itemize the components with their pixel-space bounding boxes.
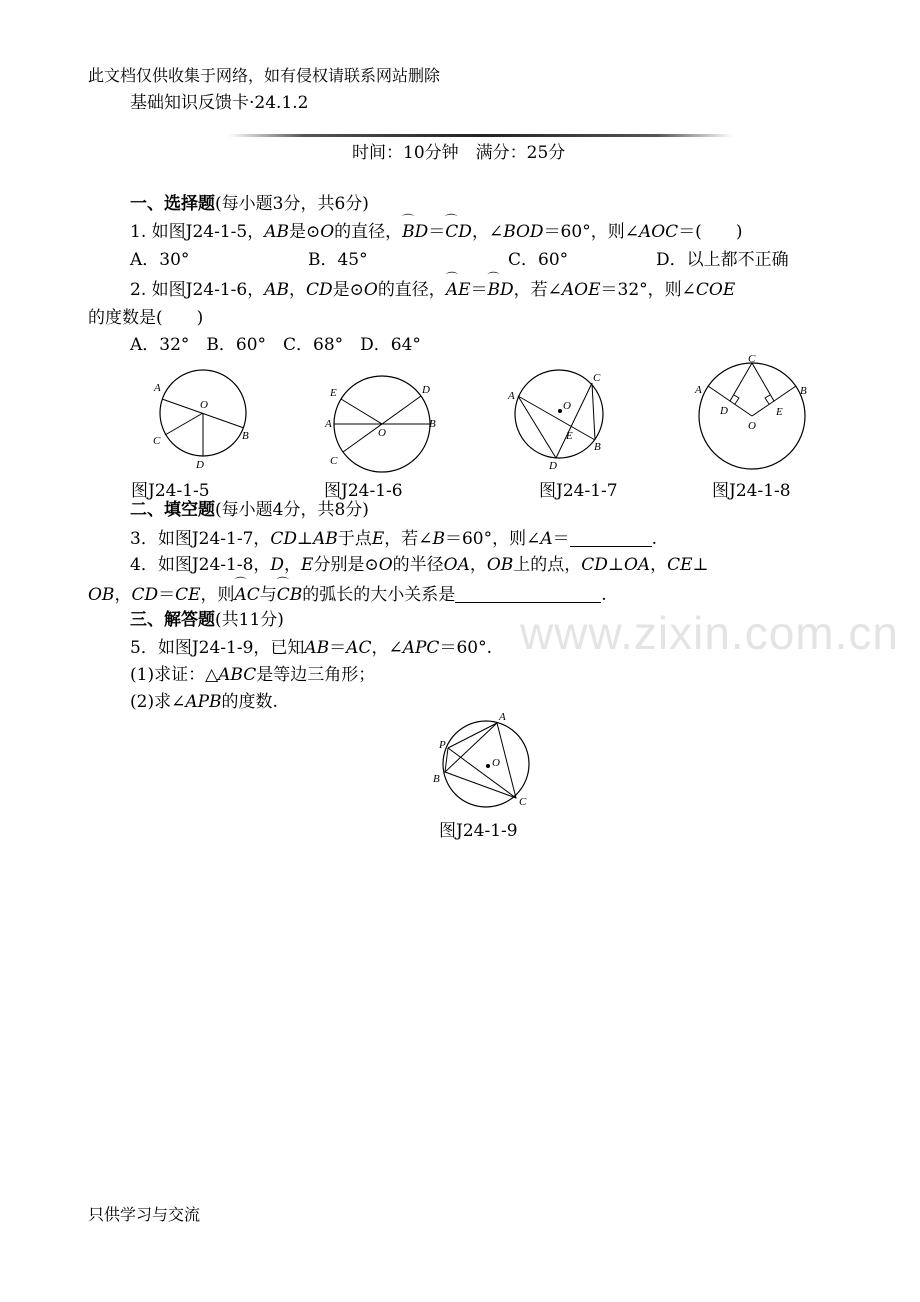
- q4-answer-blank[interactable]: [455, 586, 601, 603]
- title-underline: [228, 134, 733, 137]
- q1-var: BOD: [503, 222, 544, 242]
- q2-text: ＝32°，则∠: [600, 280, 696, 300]
- figure-j24-1-8: [690, 352, 820, 474]
- label-b: B: [800, 385, 807, 397]
- segment-pa: [448, 723, 497, 748]
- question-2: [130, 282, 735, 299]
- label-o: O: [563, 400, 571, 412]
- question-4-line2: [88, 586, 607, 604]
- section1-title: 一、选择题: [130, 194, 215, 214]
- figure-j24-1-5: [150, 365, 260, 473]
- q3-var: AB: [313, 529, 338, 549]
- label-a: A: [695, 384, 702, 396]
- figure-j24-1-7: [503, 366, 613, 472]
- label-d: D: [720, 405, 728, 417]
- q5-var: APB: [185, 692, 222, 712]
- q1-var: AOC: [638, 222, 679, 242]
- q4-text: 分别是⊙: [313, 555, 379, 575]
- label-o: O: [748, 420, 756, 432]
- q4-text: 上的点，: [513, 555, 582, 575]
- q5-text: 5．如图J24-1-9，已知: [130, 638, 305, 658]
- radius-oe: [341, 399, 382, 424]
- q2-arc: ⌒ BD: [488, 282, 514, 299]
- q2-text: 2. 如图J24-1-6，: [130, 280, 265, 300]
- q5-var: AB: [304, 638, 330, 658]
- q5-text: 的度数.: [221, 692, 278, 712]
- q1-arc: ⌒ BD: [402, 224, 428, 241]
- q1-option-a: A．30°: [130, 250, 190, 270]
- q4-var: OA: [623, 555, 651, 575]
- watermark: www.zixin.com.cn: [520, 607, 899, 659]
- label-c: C: [748, 353, 756, 365]
- q1-arc: ⌒ CD: [445, 224, 472, 241]
- q4-text: ，: [284, 555, 302, 575]
- q4-var: E: [301, 555, 314, 575]
- label-a: A: [154, 382, 161, 394]
- q3-var: E: [371, 529, 385, 549]
- q3-text: ＝: [552, 529, 570, 549]
- q2-text: ，若∠: [513, 280, 562, 300]
- q4-arc: ⌒ CB: [277, 587, 303, 604]
- chord-ab: [518, 396, 595, 440]
- label-e: E: [566, 430, 573, 442]
- chord-cb: [592, 383, 595, 440]
- q2-arc: ⌒ AE: [446, 282, 471, 299]
- label-d: D: [422, 384, 430, 396]
- q4-text: ，则: [200, 585, 235, 605]
- footer-text: 只供学习与交流: [88, 1205, 201, 1224]
- q2-var: AB: [264, 280, 289, 300]
- q3-text: ，若∠: [384, 529, 433, 549]
- circle: [515, 370, 603, 458]
- label-c: C: [519, 796, 527, 808]
- q2-text: 的直径，: [377, 280, 446, 300]
- disclaimer-text: 此文档仅供收集于网络，如有侵权请联系网站删除: [88, 66, 441, 85]
- section2-note: (每小题4分，共8分): [215, 500, 369, 520]
- q1-text: ，∠: [471, 222, 504, 242]
- q1-var: AB: [264, 222, 289, 242]
- chord-ad: [518, 396, 556, 458]
- q5-text: ＝60°.: [439, 638, 492, 658]
- q5-text: ，∠: [371, 638, 403, 658]
- q4-text: ＝: [158, 585, 176, 605]
- q5-var: AC: [346, 638, 372, 658]
- label-a: A: [325, 418, 332, 430]
- q5-text: (2)求∠: [130, 692, 186, 712]
- label-b: B: [594, 441, 601, 453]
- figure-j24-1-9: [430, 708, 534, 812]
- label-b: B: [242, 430, 249, 442]
- q2-line2: 的度数是( ): [88, 308, 204, 328]
- q2-var: AOE: [561, 280, 601, 300]
- q1-text: 1. 如图J24-1-5，: [130, 222, 265, 242]
- q4-text: 的弧长的大小关系是: [302, 585, 456, 605]
- q2-text: 是⊙: [332, 280, 364, 300]
- caption-j24-1-6: 图J24-1-6: [324, 481, 403, 501]
- q1-option-c: C．60°: [508, 250, 569, 270]
- q4-var: CE: [667, 555, 693, 575]
- q4-var: CE: [175, 585, 201, 605]
- right-angle-e: [765, 395, 770, 404]
- question-5: [130, 640, 492, 657]
- q4-text: ，: [650, 555, 668, 575]
- q4-text: ⊥: [692, 555, 709, 575]
- label-c: C: [330, 455, 338, 467]
- caption-j24-1-8: 图J24-1-8: [712, 481, 791, 501]
- q4-text: 4．如图J24-1-8，: [130, 555, 271, 575]
- label-a: A: [508, 390, 515, 402]
- section1-note: (每小题3分，共6分): [215, 194, 369, 214]
- section2-title: 二、填空题: [130, 500, 215, 520]
- section3-note: (共11分): [215, 610, 284, 630]
- label-o: O: [492, 757, 500, 769]
- q1-text: 是⊙: [288, 222, 321, 242]
- label-o: O: [200, 399, 208, 411]
- q3-text: 于点: [337, 529, 372, 549]
- q4-text: ，: [114, 585, 132, 605]
- q5-text: 是等边三角形；: [256, 665, 376, 685]
- q3-answer-blank[interactable]: [570, 530, 652, 547]
- q5-text: ＝: [329, 638, 347, 658]
- q5-var: APC: [402, 638, 440, 658]
- q1-text: ＝: [428, 222, 446, 242]
- card-title: 基础知识反馈卡·24.1.2: [130, 93, 309, 113]
- q4-var: OB: [88, 585, 115, 605]
- q2-var: COE: [695, 280, 736, 300]
- q2-var: CD: [305, 280, 333, 300]
- segment-pc: [448, 748, 516, 798]
- section3-heading: [130, 612, 284, 629]
- q4-text: ，: [469, 555, 487, 575]
- label-d: D: [549, 460, 557, 472]
- q4-var: OA: [443, 555, 470, 575]
- label-p: P: [439, 739, 446, 751]
- question-1: [130, 224, 742, 241]
- segment-cd: [730, 363, 752, 401]
- figure-j24-1-6: [322, 372, 440, 472]
- section3-title: 三、解答题: [130, 610, 215, 630]
- q4-text: .: [601, 585, 607, 605]
- q5-part1: [130, 667, 375, 684]
- label-o: O: [378, 427, 386, 439]
- segment-ce: [752, 363, 774, 401]
- caption-j24-1-7: 图J24-1-7: [539, 481, 618, 501]
- label-c: C: [593, 372, 601, 384]
- q2-text: ＝: [470, 280, 488, 300]
- caption-j24-1-9: 图J24-1-9: [439, 821, 518, 841]
- q5-text: (1)求证：△: [130, 665, 219, 685]
- q2-var: O: [363, 280, 378, 300]
- q1-option-d: D．以上都不正确: [656, 250, 789, 270]
- label-a: A: [499, 711, 506, 723]
- question-3: [130, 530, 657, 548]
- center-dot: [558, 409, 562, 413]
- section2-heading: [130, 502, 369, 519]
- section1-heading: [130, 196, 369, 213]
- time-info: 时间：10分钟 满分：25分: [352, 143, 566, 163]
- q4-var: OB: [486, 555, 514, 575]
- caption-j24-1-5: 图J24-1-5: [131, 481, 210, 501]
- label-e: E: [330, 387, 337, 399]
- q3-text: .: [651, 529, 658, 549]
- label-b: B: [433, 773, 440, 785]
- q1-text: ＝60°，则∠: [543, 222, 639, 242]
- label-e: E: [776, 406, 783, 418]
- right-angle-d: [734, 395, 739, 404]
- q3-var: A: [540, 529, 553, 549]
- q4-arc: ⌒ AC: [235, 587, 260, 604]
- q4-var: D: [270, 555, 285, 575]
- q5-part2: [130, 694, 278, 711]
- q1-option-b: B．45°: [308, 250, 368, 270]
- segment-oc: [165, 413, 203, 435]
- q4-text: 与: [259, 585, 277, 605]
- q5-var: ABC: [218, 665, 257, 685]
- q4-var: O: [378, 555, 393, 575]
- q4-text: 的半径: [392, 555, 444, 575]
- q2-options: A．32° B．60° C．68° D．64°: [130, 335, 421, 355]
- q1-var: O: [320, 222, 335, 242]
- q3-text: ⊥: [297, 529, 314, 549]
- label-b: B: [429, 418, 436, 430]
- q4-var: CD: [581, 555, 608, 575]
- question-4-line1: [130, 557, 709, 574]
- q4-text: ⊥: [607, 555, 624, 575]
- q1-text: 的直径，: [334, 222, 403, 242]
- label-d: D: [196, 459, 204, 471]
- center-dot: [486, 764, 490, 768]
- label-c: C: [153, 435, 161, 447]
- q3-var: CD: [270, 529, 298, 549]
- q2-text: ，: [288, 280, 306, 300]
- q4-var: CD: [131, 585, 159, 605]
- q3-text: ＝60°，则∠: [444, 529, 541, 549]
- q3-var: B: [432, 529, 445, 549]
- q3-text: 3．如图J24-1-7，: [130, 529, 271, 549]
- q1-text: ＝( ): [678, 222, 743, 242]
